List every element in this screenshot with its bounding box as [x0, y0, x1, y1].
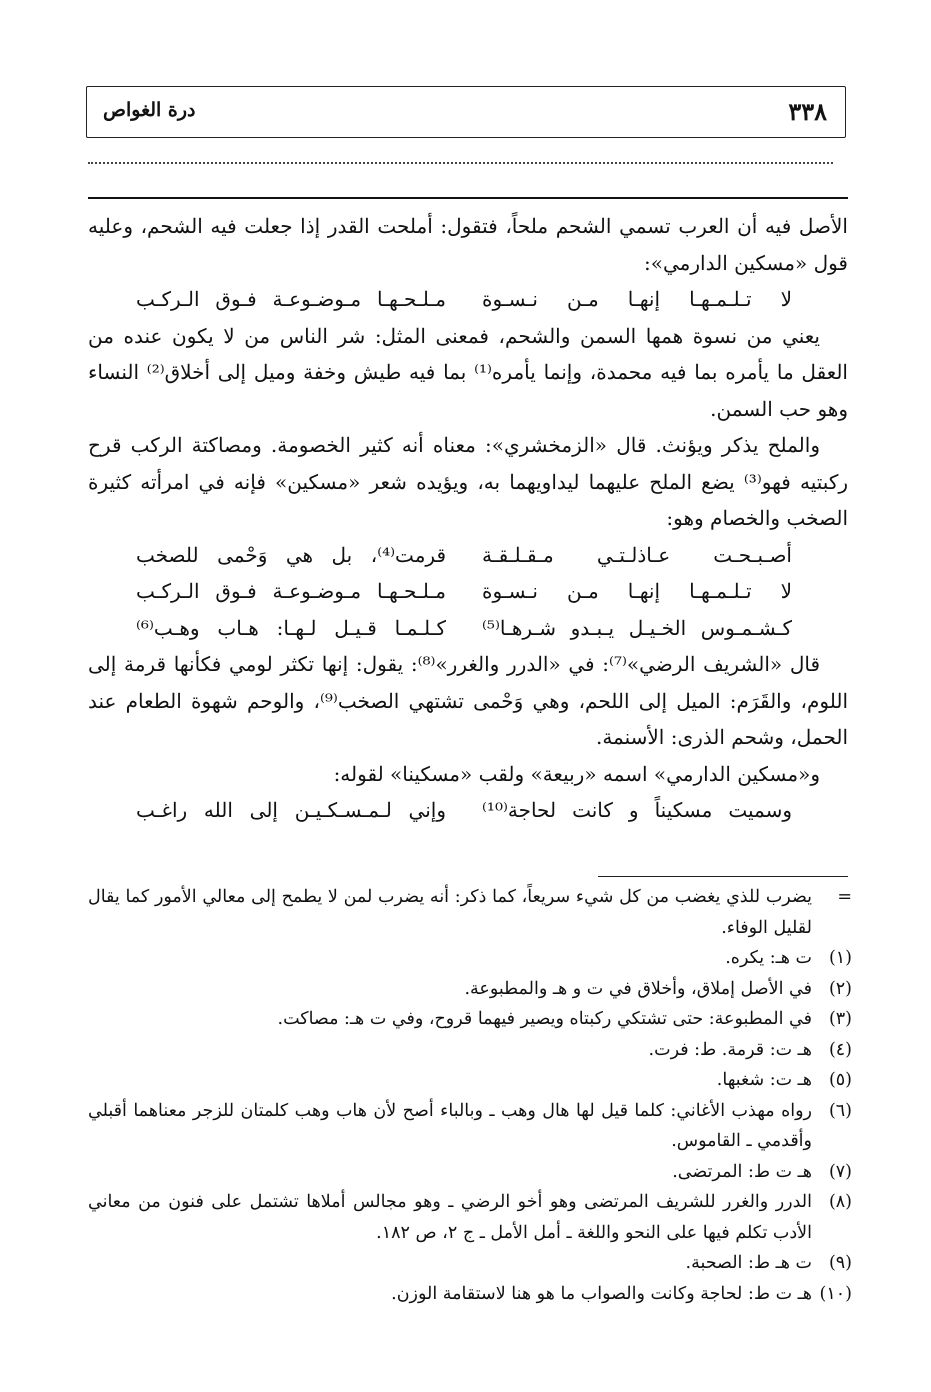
footnote-1: [88, 943, 852, 974]
footnote-2: [88, 974, 852, 1005]
footnote-number: (٢): [828, 978, 852, 999]
footnote-number: (١): [828, 948, 852, 968]
footnote-number: (٦): [828, 1100, 852, 1121]
verse-3-second-hemistich: مـلـحـهـا مـوضـوعـة فـوق الـركـب: [136, 579, 446, 603]
footnote-number: (٧): [828, 1161, 852, 1182]
footnote-continuation: [88, 882, 852, 943]
footnote-text: رواه مهذب الأغاني: كلما قيل لها هال وهب ـ وبالباء أصح لأن هاب وهب كلمتان للزجر معناهما أقبلي وأقدمي ـ القاموس.: [88, 1100, 812, 1151]
paragraph-1: الأصل فيه أن العرب تسمي الشحم ملحاً، فتقول: أملحت القدر إذا جعلت فيه الشحم، وعليه قول «مسكين الدارمي»:: [88, 214, 848, 275]
verse-1-second-hemistich: مـلـحـهـا مـوضـوعـة فـوق الـركـب: [136, 287, 446, 311]
footnote-number: (٥): [828, 1070, 852, 1090]
footnote-text: هـ ت: شغبها.: [716, 1070, 812, 1090]
footnote-number: (١٠): [819, 1283, 852, 1304]
footnote-7: [88, 1157, 852, 1188]
footnote-text: في الأصل إملاق، وأخلاق في ت و هـ والمطبوعة.: [464, 978, 812, 999]
paragraph-2: يعني من نسوة همها السمن والشحم، فمعنى المثل: شر الناس من لا يكون عنده من العقل ما يأمره بما فيه محمدة، وإنما يأمره⁽¹⁾ بما فيه طيش وخفة وميل إلى أخلاق⁽²⁾ النساء وهو حب السمن.: [88, 323, 848, 421]
footnote-text: في المطبوعة: حتى تشتكي ركبتاه ويصير فيهما قروح، وفي ت هـ: مصاكت.: [277, 1009, 812, 1029]
footnote-number: (٤): [828, 1039, 852, 1060]
verse-3-first-hemistich: لا تـلـمـهـا إنهـا مـن نـسـوة: [482, 579, 792, 603]
verse-5: [88, 792, 848, 829]
verse-2-second-hemistich: قرمت⁽⁴⁾، بل هي وَحْمى للصخب: [136, 542, 446, 567]
verse-5-second-hemistich: وإني لـمـسـكـيـن إلى الله راغـب: [136, 798, 446, 822]
page-number: ٣٣٨: [788, 97, 827, 126]
paragraph-4: قال «الشريف الرضي»⁽⁷⁾: في «الدرر والغرر»⁽⁸⁾: يقول: إنها تكثر لومي فكأنها قرمة إلى اللوم، والقَرَم: الميل إلى اللحم، وهي وَحْمى تشتهي الصخب⁽⁹⁾، والوحم شهوة الطعام عند الحمل، وشحم الذرى: الأسنمة.: [88, 652, 849, 749]
footnote-continuation-mark: =: [837, 887, 852, 907]
footnote-6: [88, 1096, 852, 1157]
paragraph-5: و«مسكين الدارمي» اسمه «ربيعة» ولقب «مسكينا» لقوله:: [333, 761, 820, 786]
book-title: درة الغواص: [103, 99, 196, 121]
paragraph-3: والملح يذكر ويؤنث. قال «الزمخشري»: معناه أنه كثير الخصومة. ومصاكتة الركب قرح ركبتيه فهو⁽³⁾ يضع الملح عليهما ليداويهما به، ويؤيده شعر «مسكين» فإنه في امرأته كثيرة الصخب والخصام وهو:: [88, 433, 849, 530]
footnote-text: هـ ت ط: لحاجة وكانت والصواب ما هو هنا لاستقامة الوزن.: [391, 1283, 812, 1304]
footnote-text: الدرر والغرر للشريف المرتضى وهو أخو الرضي ـ وهو مجالس أملاها تشتمل على فنون من معاني الأدب تكلم فيها على النحو واللغة ـ أمل الأمل ـ ج ٢، ص ١٨٢.: [88, 1192, 812, 1243]
footnote-number: (٩): [828, 1253, 852, 1273]
dotted-divider: [88, 162, 833, 164]
footnote-continuation-text: يضرب للذي يغضب من كل شيء سريعاً، كما ذكر: أنه يضرب لمن لا يطمح إلى معالي الأمور كما يقال لقليل الوفاء.: [88, 887, 812, 938]
verse-2-first-hemistich: أصـبـحـت عـاذلـتـي مـقـلـقـة: [482, 542, 792, 567]
footnote-number: (٨): [828, 1192, 852, 1212]
verse-4-first-hemistich: كـشـمـوس الخـيـل يـبـدو شـرهـا⁽⁵⁾: [482, 615, 792, 640]
verse-4: [88, 610, 848, 647]
footnote-10: [88, 1279, 852, 1310]
verse-4-second-hemistich: كـلـمـا قـيـل لـهـا: هـاب وهـب⁽⁶⁾: [136, 615, 446, 640]
footnote-3: [88, 1004, 852, 1035]
footnote-4: [88, 1035, 852, 1066]
footnote-text: ت هـ: يكره.: [725, 948, 812, 968]
verse-5-first-hemistich: وسميت مسكيناً و كانت لحاجة⁽¹⁰⁾: [482, 798, 792, 822]
verse-3: [88, 573, 848, 610]
footnote-8: [88, 1187, 852, 1248]
footnote-text: هـ ت ط: المرتضى.: [672, 1161, 812, 1182]
footnote-9: [88, 1248, 852, 1279]
verse-1-first-hemistich: لا تـلـمـهـا إنهـا مـن نـسـوة: [482, 287, 792, 311]
footnote-number: (٣): [828, 1009, 852, 1029]
header-rule: [88, 197, 848, 199]
footnote-5: [88, 1065, 852, 1096]
footnote-text: ت هـ ط: الصحبة.: [685, 1253, 812, 1273]
verse-1: [88, 281, 848, 318]
main-text: [88, 208, 848, 829]
footnote-text: هـ ت: قرمة. ط: فرت.: [648, 1039, 812, 1060]
running-header: [86, 86, 846, 138]
footnotes: [88, 882, 852, 1309]
verse-2: [88, 537, 848, 574]
footnote-divider: [598, 876, 848, 877]
